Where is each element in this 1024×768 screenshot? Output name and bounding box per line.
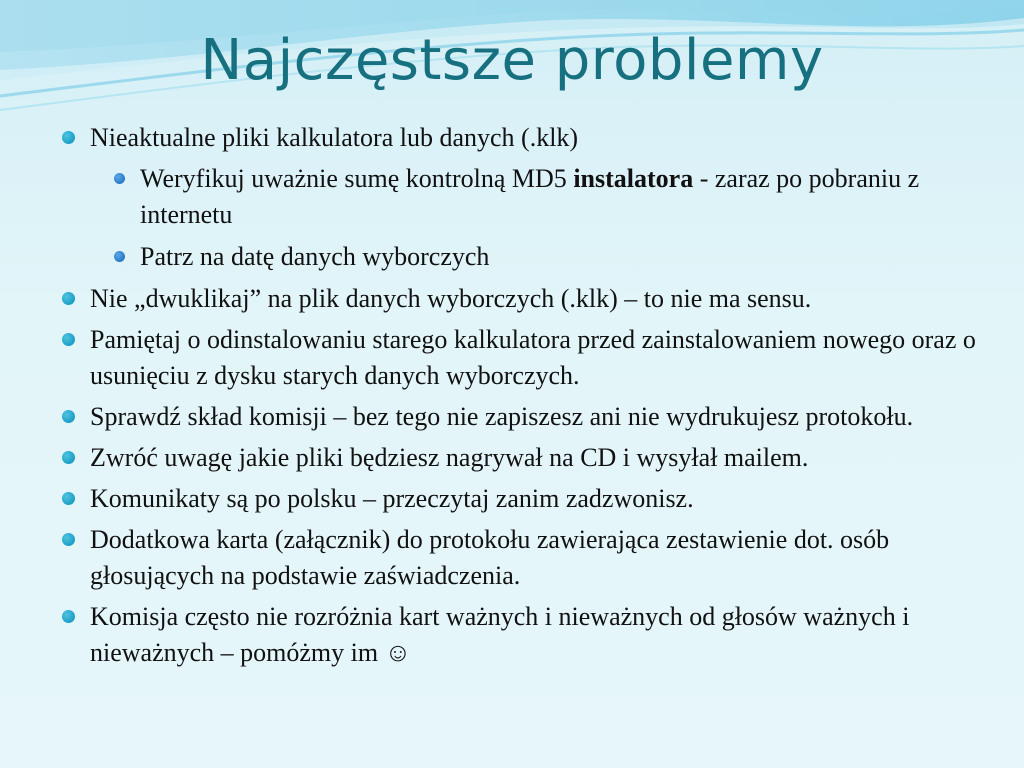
bullet-item [62,481,1002,517]
bullet-dot-icon [62,610,75,623]
bullet-text: Sprawdź skład komisji – bez tego nie zapiszesz ani nie wydrukujesz protokołu. [90,402,914,431]
bullet-text: Nie „dwuklikaj” na plik danych wyborczych (.klk) – to nie ma sensu. [90,284,812,313]
bullet-text-post: - zaraz po pobraniu z internetu [140,164,920,229]
sub-bullet-item [112,161,1002,233]
bullet-text: Patrz na datę danych wyborczych [140,242,490,271]
bullet-list [62,120,1002,676]
sub-bullet-item [112,239,1002,275]
bullet-text: Komunikaty są po polsku – przeczytaj zanim zadzwonisz. [90,484,694,513]
bullet-dot-icon [62,451,75,464]
bullet-dot-icon [62,333,75,346]
bullet-text: Dodatkowa karta (załącznik) do protokołu zawierająca zestawienie dot. osób głosujących na podstawie zaświadczenia. [90,525,890,590]
bullet-text: Pamiętaj o odinstalowaniu starego kalkulatora przed zainstalowaniem nowego oraz o usunięciu z dysku starych danych wyborczych. [90,325,976,390]
bullet-text: Nieaktualne pliki kalkulatora lub danych (.klk) [90,123,579,152]
bullet-text-pre: Weryfikuj uważnie sumę kontrolną MD5 [140,164,574,193]
bullet-dot-icon [62,131,75,144]
bullet-item [62,322,1002,394]
bullet-item [62,120,1002,156]
sub-bullet-dot-icon [114,173,125,184]
bullet-item [62,281,1002,317]
bullet-text-bold: instalatora [573,164,694,193]
bullet-item [62,440,1002,476]
bullet-item [62,599,1002,671]
bullet-dot-icon [62,492,75,505]
bullet-dot-icon [62,410,75,423]
bullet-text: Zwróć uwagę jakie pliki będziesz nagrywał na CD i wysyłał mailem. [90,443,809,472]
bullet-item [62,522,1002,594]
slide-title: Najczęstsze problemy [200,28,824,93]
bullet-dot-icon [62,533,75,546]
bullet-dot-icon [62,292,75,305]
bullet-item [62,399,1002,435]
bullet-text: Komisja często nie rozróżnia kart ważnych i nieważnych od głosów ważnych i nieważnych – pomóżmy im ☺ [90,602,910,667]
sub-bullet-dot-icon [114,251,125,262]
